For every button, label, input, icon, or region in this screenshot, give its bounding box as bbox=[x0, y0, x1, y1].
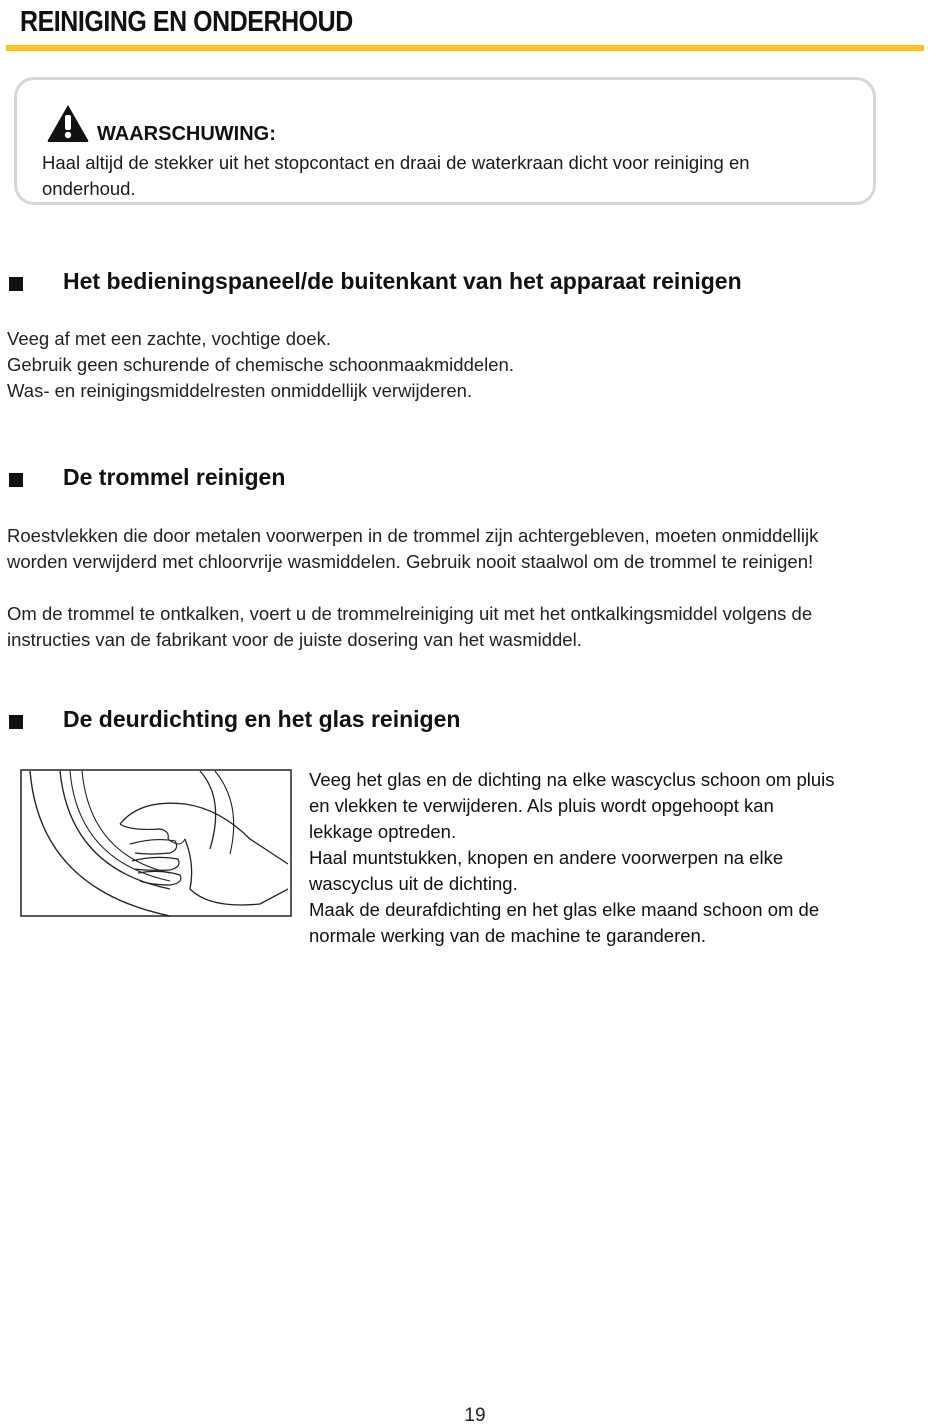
paragraph-line: worden verwijderd met chloorvrije wasmiddelen. Gebruik nooit staalwol om de trommel te reinigen! bbox=[7, 551, 814, 572]
paragraph-line: Om de trommel te ontkalken, voert u de trommelreiniging uit met het ontkalkingsmiddel volgens de bbox=[7, 603, 813, 624]
paragraph-line: Veeg het glas en de dichting na elke wascyclus schoon om pluis bbox=[309, 769, 835, 790]
warning-line: onderhoud. bbox=[42, 178, 136, 199]
paragraph-line: instructies van de fabrikant voor de juiste dosering van het wasmiddel. bbox=[7, 629, 582, 650]
title-underline bbox=[6, 45, 924, 51]
paragraph-line: Maak de deurafdichting en het glas elke maand schoon om de bbox=[309, 899, 820, 920]
section-paragraph bbox=[7, 601, 922, 653]
hand-wiping-door-seal-illustration bbox=[20, 769, 292, 917]
door-seal-instructions bbox=[309, 767, 909, 949]
paragraph-line: Haal muntstukken, knopen en andere voorwerpen na elke bbox=[309, 847, 784, 868]
paragraph-line: lekkage optreden. bbox=[309, 821, 457, 842]
paragraph-line: Gebruik geen schurende of chemische schoonmaakmiddelen. bbox=[7, 354, 514, 375]
paragraph-line: Veeg af met een zachte, vochtige doek. bbox=[7, 328, 331, 349]
section-heading: De deurdichting en het glas reinigen bbox=[63, 706, 461, 732]
paragraph-line: normale werking van de machine te garanderen. bbox=[309, 925, 706, 946]
section-heading: Het bedieningspaneel/de buitenkant van het apparaat reinigen bbox=[63, 268, 742, 294]
page-title: REINIGING EN ONDERHOUD bbox=[20, 6, 353, 38]
section-bullet bbox=[9, 277, 23, 291]
section-heading: De trommel reinigen bbox=[63, 464, 286, 490]
warning-heading: WAARSCHUWING: bbox=[97, 123, 276, 145]
warning-line: Haal altijd de stekker uit het stopcontact en draai de waterkraan dicht voor reiniging en bbox=[42, 152, 750, 173]
paragraph-line: en vlekken te verwijderen. Als pluis wordt opgehoopt kan bbox=[309, 795, 774, 816]
paragraph-line: wascyclus uit de dichting. bbox=[309, 873, 518, 894]
paragraph-line: Was- en reinigingsmiddelresten onmiddellijk verwijderen. bbox=[7, 380, 473, 401]
page-number: 19 bbox=[464, 1405, 486, 1426]
warning-text bbox=[42, 150, 862, 202]
paragraph-line: Roestvlekken die door metalen voorwerpen in de trommel zijn achtergebleven, moeten onmiddellijk bbox=[7, 525, 819, 546]
section-bullet bbox=[9, 473, 23, 487]
warning-triangle-icon bbox=[46, 103, 90, 143]
section-paragraph bbox=[7, 326, 922, 404]
warning-box bbox=[14, 77, 876, 205]
section-paragraph bbox=[7, 523, 922, 575]
section-bullet bbox=[9, 715, 23, 729]
